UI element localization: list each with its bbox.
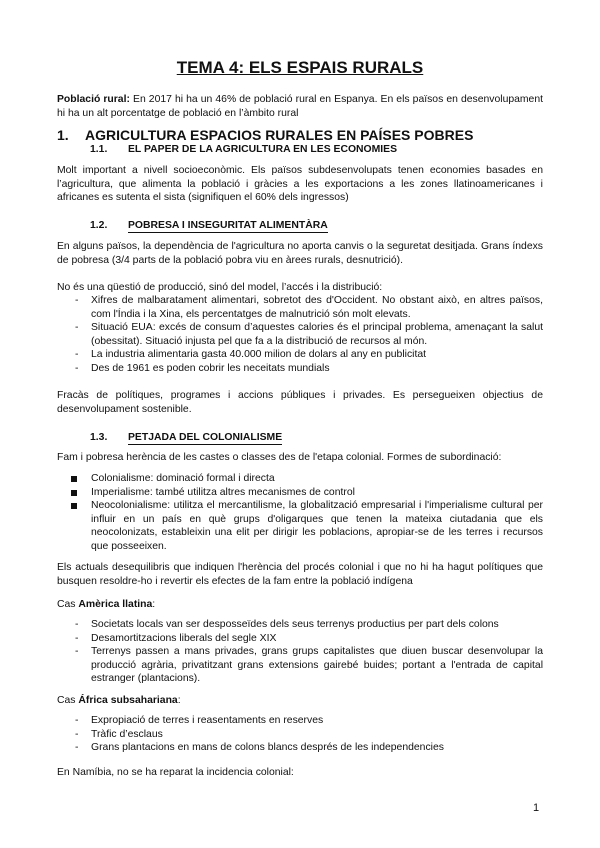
list-item: - Desamortitzacions liberals del segle XIX: [75, 632, 277, 644]
case-america-heading: Cas Amèrica llatina:: [57, 599, 156, 610]
dash-bullet: -: [75, 619, 79, 630]
page-number: 1: [533, 802, 540, 814]
dash-bullet: -: [75, 632, 79, 644]
square-bullet: [71, 490, 77, 496]
dash-bullet: -: [75, 715, 79, 726]
section-1-1-title: EL PAPER DE LA AGRICULTURA EN LES ECONOMIES: [128, 144, 398, 155]
section-1-3-paragraph-2: Els actuals desequilibris que indiquen l'herència del procés colonial i que no hi ha hagut polítiques que busquen resoldre-ho i revertir els efectes de la fam entre la població indígena: [57, 562, 543, 587]
list-item: - Expropiació de terres i reasentaments en reserves: [75, 715, 324, 726]
dash-bullet: -: [75, 349, 79, 361]
square-bullet: [71, 476, 77, 482]
intro-label: Població rural:: [57, 94, 130, 105]
section-1-3-heading: [90, 431, 282, 445]
intro-text: En 2017 hi ha un 46% de població rural en Espanya. En els països en desenvolupament hi ha un alt porcentatge de població en l’àmbito rural: [57, 94, 543, 119]
list-item: - Terrenys passen a mans privades, grans grups capitalistes que diuen buscar desenvolupar la producció agrària, privatitzant grans extensions gairebé buides; portant a l'entrada de capital estranger (plantacions).: [75, 646, 543, 685]
section-1-title: AGRICULTURA ESPACIOS RURALES EN PAÍSES POBRES: [85, 127, 474, 143]
case-america-list: [57, 618, 543, 686]
section-1-1-paragraph: Molt important a nivell socioeconòmic. Els països subdesenvolupats tenen economies basades en l’agricultura, que alimenta la població i gràcies a les exportacions a les zones llatinoamericanes i africanes es sutenta el sista (signifiquen el 60% dels ingressos): [57, 165, 543, 204]
dash-bullet: -: [75, 295, 79, 306]
case-africa-label: África subsahariana: [78, 695, 178, 706]
case-america-label: Amèrica llatina: [78, 599, 153, 610]
list-item: - Societats locals van ser desposseïdes dels seus terrenys productius per part dels colons: [75, 619, 499, 630]
section-1-3-list: [57, 472, 543, 554]
final-paragraph: En Namíbia, no se ha reparat la incidencia colonial:: [57, 767, 294, 778]
list-item: Imperialisme: també utilitza altres mecanismes de control: [57, 486, 543, 500]
list-item: - La industria alimentaria gasta 40.000 milion de dolars al any en publicitat: [75, 349, 427, 361]
list-item: - Situació EUA: excés de consum d’aquestes calories és el principal problema, amenaçant la salut (obessitat). Situació injusta pel que fa a la distribució de recursos al món.: [75, 322, 543, 347]
section-1-3-title: PETJADA DEL COLONIALISME: [128, 432, 283, 443]
square-bullet: [71, 503, 77, 509]
list-item: - Tràfic d’esclaus: [75, 728, 163, 740]
list-item: - Xifres de malbaratament alimentari, sobretot des d'Occident. No obstant això, en altres països, com l'Índia i la Xina, els percentatges de malnutrició són molt elevats.: [75, 295, 543, 320]
list-item: - Grans plantacions en mans de colons blancs després de les independencies: [75, 742, 444, 754]
page-title: TEMA 4: ELS ESPAIS RURALS: [176, 58, 424, 77]
section-1-heading: [57, 127, 473, 143]
list-item: Colonialisme: dominació formal i directa: [57, 472, 543, 486]
section-1-2-heading: [90, 219, 328, 233]
list-item: - Des de 1961 es poden cobrir les neceitats mundials: [75, 362, 330, 374]
intro-paragraph: [57, 93, 543, 120]
section-1-2-list: [57, 294, 543, 376]
section-1-2-number: 1.2.: [90, 220, 108, 231]
dash-bullet: -: [75, 322, 79, 334]
section-1-1-number: 1.1.: [90, 144, 108, 155]
section-1-2-title: POBRESA I INSEGURITAT ALIMENTÀRA: [128, 220, 328, 231]
case-africa-heading: Cas África subsahariana:: [57, 695, 181, 706]
dash-bullet: -: [75, 646, 79, 658]
dash-bullet: -: [75, 742, 79, 754]
dash-bullet: -: [75, 362, 79, 374]
section-1-2-paragraph-3: Fracàs de polítiques, programes i accions públiques i privades. Es persegueixen objectius de desenvolupament sostenible.: [57, 390, 543, 415]
section-1-3-number: 1.3.: [90, 432, 108, 443]
section-1-2-paragraph-2: No és una qüestió de producció, sinó del model, l’accés i la distribució:: [57, 282, 383, 293]
section-1-2-paragraph-1: En alguns països, la dependència de l'agricultura no aporta canvis o la seguretat desitjada. Grans índexs de pobresa (3/4 parts de la població pobra viu en àrees rurals, desnutrició).: [57, 241, 543, 266]
section-1-number: 1.: [57, 127, 69, 143]
section-1-3-paragraph-1: Fam i pobresa herència de les castes o classes des de l'etapa colonial. Formes de subordinació:: [57, 452, 502, 463]
case-africa-list: [57, 714, 543, 755]
dash-bullet: -: [75, 728, 79, 740]
list-item: Neocolonialisme: utilitza el mercantilisme, la globalització empresarial i l'imperialisme cultural per influir en un país en què grups d'oligarques que tenen la mateixa ciutadania que els neocolonizats, estableixin una elit per dirigir les poblacions, apropiar-se de les terres i recursos que posseeixen.: [57, 499, 543, 553]
section-1-1-heading: [90, 143, 397, 156]
